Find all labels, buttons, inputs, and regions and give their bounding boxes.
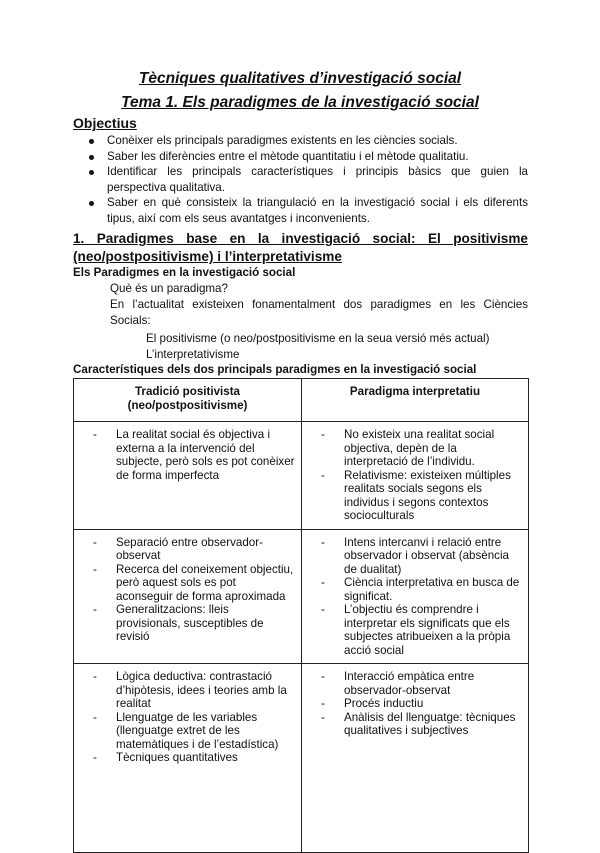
list-item: - Recerca del coneixement objectiu, però aquest sols es pot aconseguir de forma aproximada — [74, 563, 295, 604]
header-line: Tradició positivista — [134, 385, 241, 398]
list-item: - Llenguatge de les variables (llenguatge extret de les matemàtiques i de l’estadística) — [74, 711, 295, 752]
list-item: - Relativisme: existeixen múltiples realitats socials segons els individus i segons contextos socioculturals — [302, 469, 522, 523]
table-cell — [74, 529, 302, 664]
list-item: - Intens intercanvi i relació entre observador i observat (absència de dualitat) — [302, 536, 522, 577]
table-row — [74, 422, 529, 530]
list-item: - La realitat social és objectiva i externa a la intervenció del subjecte, però sols es pot conèixer de forma imperfecta — [74, 428, 295, 482]
list-item: - Generalitzacions: lleis provisionals, susceptibles de revisió — [74, 603, 295, 644]
table-row — [74, 529, 529, 664]
objectives-heading: Objectius — [73, 115, 137, 131]
paradigm-item: L’interpretativisme — [146, 348, 240, 361]
list-item: - Tècniques quantitatives — [74, 751, 295, 765]
table-caption: Característiques dels dos principals paradigmes en la investigació social — [73, 363, 477, 376]
list-item: - Anàlisis del llenguatge: tècniques qualitatives i subjectives — [302, 711, 522, 738]
objectives-list — [73, 133, 528, 226]
list-item: - Ciència interpretativa en busca de significat. — [302, 576, 522, 603]
list-item: - L’objectiu és comprendre i interpretar els significats que els subjectes atribueixen a la pròpia acció social — [302, 603, 522, 657]
header-line: (neo/postpositivisme) — [127, 398, 248, 412]
paradigm-item: El positivisme (o neo/postpositivisme en la seua versió més actual) — [146, 332, 490, 345]
objective-item: Saber en què consisteix la triangulació en la investigació social i els diferents tipus, així com els seus avantatges i inconvenients. — [73, 195, 528, 226]
list-item: - No existeix una realitat social objectiva, depèn de la interpretació de l’individu. — [302, 428, 522, 469]
list-item: - Lògica deductiva: contrastació d’hipòtesis, idees i teories amb la realitat — [74, 670, 295, 711]
list-item: - Separació entre observador-observat — [74, 536, 295, 563]
list-item: - Procés inductiu — [302, 697, 522, 711]
objective-item: Identificar les principals característiques i principis bàsics que guien la perspectiva qualitativa. — [73, 164, 528, 195]
table-cell — [302, 422, 529, 530]
document-title: Tècniques qualitatives d’investigació social — [138, 70, 462, 87]
objective-item: Conèixer els principals paradigmes existents en les ciències socials. — [73, 133, 528, 149]
table-cell — [302, 664, 529, 853]
column-header-interpretive: Paradigma interpretatiu — [302, 379, 529, 422]
objective-item: Saber les diferències entre el mètode quantitatiu i el mètode qualitatiu. — [73, 149, 528, 165]
table-cell — [302, 529, 529, 664]
subsection-heading: Els Paradigmes en la investigació social — [73, 266, 296, 279]
question-text: Què és un paradigma? — [110, 282, 228, 295]
table-cell — [74, 422, 302, 530]
paradigms-table — [73, 378, 529, 853]
document-subtitle: Tema 1. Els paradigmes de la investigació social — [121, 94, 479, 111]
column-header-positivist — [74, 379, 302, 422]
table-header-row — [74, 379, 529, 422]
table-row — [74, 664, 529, 853]
table-cell — [74, 664, 302, 853]
intro-paragraph: En l’actualitat existeixen fonamentalment dos paradigmes en les Ciències Socials: — [110, 298, 528, 327]
list-item: - Interacció empàtica entre observador-observat — [302, 670, 522, 697]
section-heading: 1. Paradigmes base en la investigació social: El positivisme (neo/postpositivisme) i l’interpretativisme — [73, 231, 528, 264]
